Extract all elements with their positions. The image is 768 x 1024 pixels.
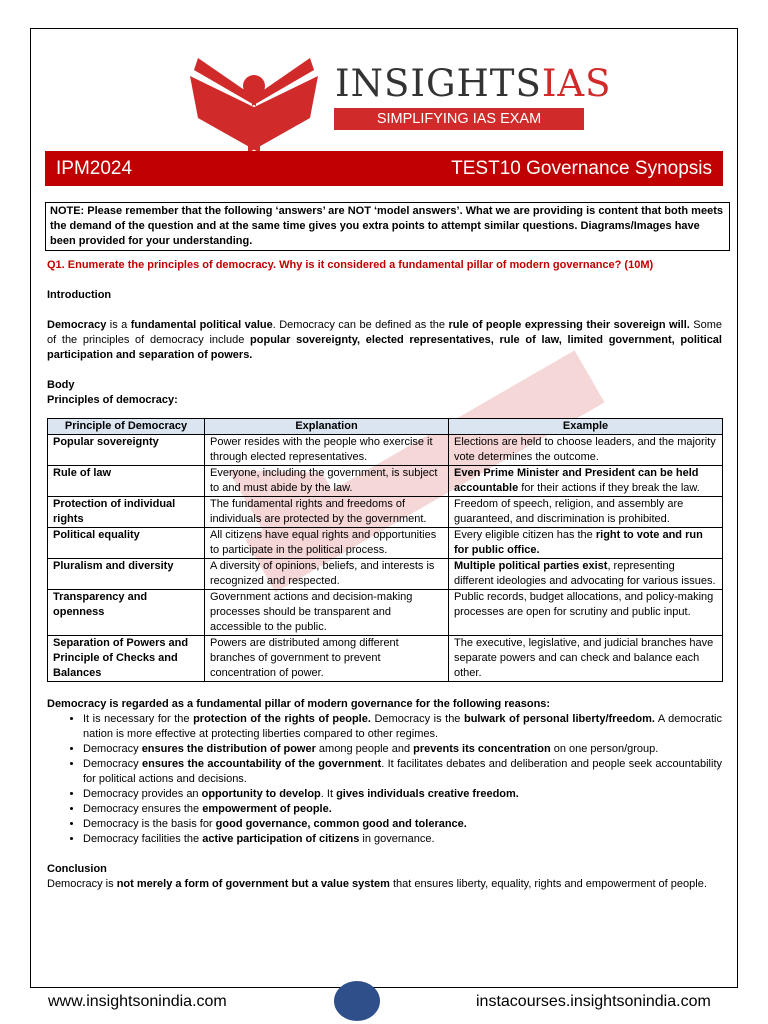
list-item: • Democracy facilities the active participation of citizens in governance.	[83, 832, 722, 847]
table-row: Separation of Powers and Principle of Checks and Balances Powers are distributed among different branches of government to prevent concentration of power. The executive, legislative, and judicial branches have separate powers and can check and balance each other.	[48, 636, 723, 682]
footer-website-link[interactable]: www.insightsonindia.com	[48, 993, 227, 1010]
banner-left: IPM2024	[56, 157, 133, 179]
logo-wordmark: INSIGHTSIAS	[335, 62, 612, 105]
page-number-badge	[334, 981, 380, 1021]
content	[47, 258, 722, 892]
intro-heading: Introduction	[47, 289, 112, 301]
list-item: • It is necessary for the protection of the rights of people. Democracy is the bulwark of personal liberty/freedom. A democratic nation is more effective at protecting liberties compared to other regimes.	[83, 712, 722, 742]
table-row: Pluralism and diversity A diversity of opinions, beliefs, and interests is recognized and respected. Multiple political parties exist, representing different ideologies and advocating for various issues.	[48, 559, 723, 590]
footer-courses-link[interactable]: instacourses.insightsonindia.com	[476, 993, 711, 1010]
table-header: Explanation	[205, 419, 449, 435]
intro-paragraph: Democracy is a fundamental political value. Democracy can be defined as the rule of people expressing their sovereign will. Some of the principles of democracy include popular sovereignty, elected representatives, rule of law, limited government, political participation and separation of powers.	[47, 319, 723, 361]
list-item: • Democracy is the basis for good governance, common good and tolerance.	[83, 817, 722, 832]
table-row: Rule of law Everyone, including the government, is subject to and must abide by the law. Even Prime Minister and President can be held accountable for their actions if they break the law.	[48, 466, 723, 497]
table-row: Transparency and openness Government actions and decision-making processes should be transparent and accessible to the public. Public records, budget allocations, and policy-making processes are open for scrutiny and public input.	[48, 590, 723, 636]
body-subheading: Principles of democracy:	[47, 394, 178, 406]
reasons-heading: Democracy is regarded as a fundamental pillar of modern governance for the following reasons:	[47, 698, 551, 710]
reasons-list	[47, 712, 722, 847]
table-header: Principle of Democracy	[48, 419, 205, 435]
note-box: NOTE: Please remember that the following ‘answers’ are NOT ‘model answers’. What we are providing is content that both meets the demand of the question and at the same time gives you extra points to attempt similar questions. Diagrams/Images have been provided for your understanding.	[45, 202, 730, 251]
banner-right: TEST10 Governance Synopsis	[451, 157, 712, 179]
table-header: Example	[449, 419, 723, 435]
principles-table	[47, 418, 723, 682]
conclusion-paragraph: Democracy is not merely a form of government but a value system that ensures liberty, equality, rights and empowerment of people.	[47, 878, 707, 890]
table-row: Popular sovereignty Power resides with the people who exercise it through elected representatives. Elections are held to choose leaders, and the majority vote determines the outcome.	[48, 435, 723, 466]
list-item: • Democracy provides an opportunity to develop. It gives individuals creative freedom.	[83, 787, 722, 802]
list-item: • Democracy ensures the distribution of power among people and prevents its concentration on one person/group.	[83, 742, 722, 757]
logo-tagline: SIMPLIFYING IAS EXAM PREPARATION	[334, 108, 584, 130]
list-item: • Democracy ensures the accountability of the government. It facilitates debates and deliberation and people seek accountability for political actions and decisions.	[83, 757, 722, 787]
conclusion-heading: Conclusion	[47, 863, 107, 875]
table-row: Political equality All citizens have equal rights and opportunities to participate in the political process. Every eligible citizen has the right to vote and run for public office.	[48, 528, 723, 559]
body-heading: Body	[47, 379, 75, 391]
table-row: Protection of individual rights The fundamental rights and freedoms of individuals are protected by the government. Freedom of speech, religion, and assembly are guaranteed, and discrimination is prohibited.	[48, 497, 723, 528]
question-title: Q1. Enumerate the principles of democracy. Why is it considered a fundamental pillar of modern governance? (10M)	[47, 259, 654, 271]
title-banner	[45, 151, 723, 186]
list-item: • Democracy ensures the empowerment of people.	[83, 802, 722, 817]
